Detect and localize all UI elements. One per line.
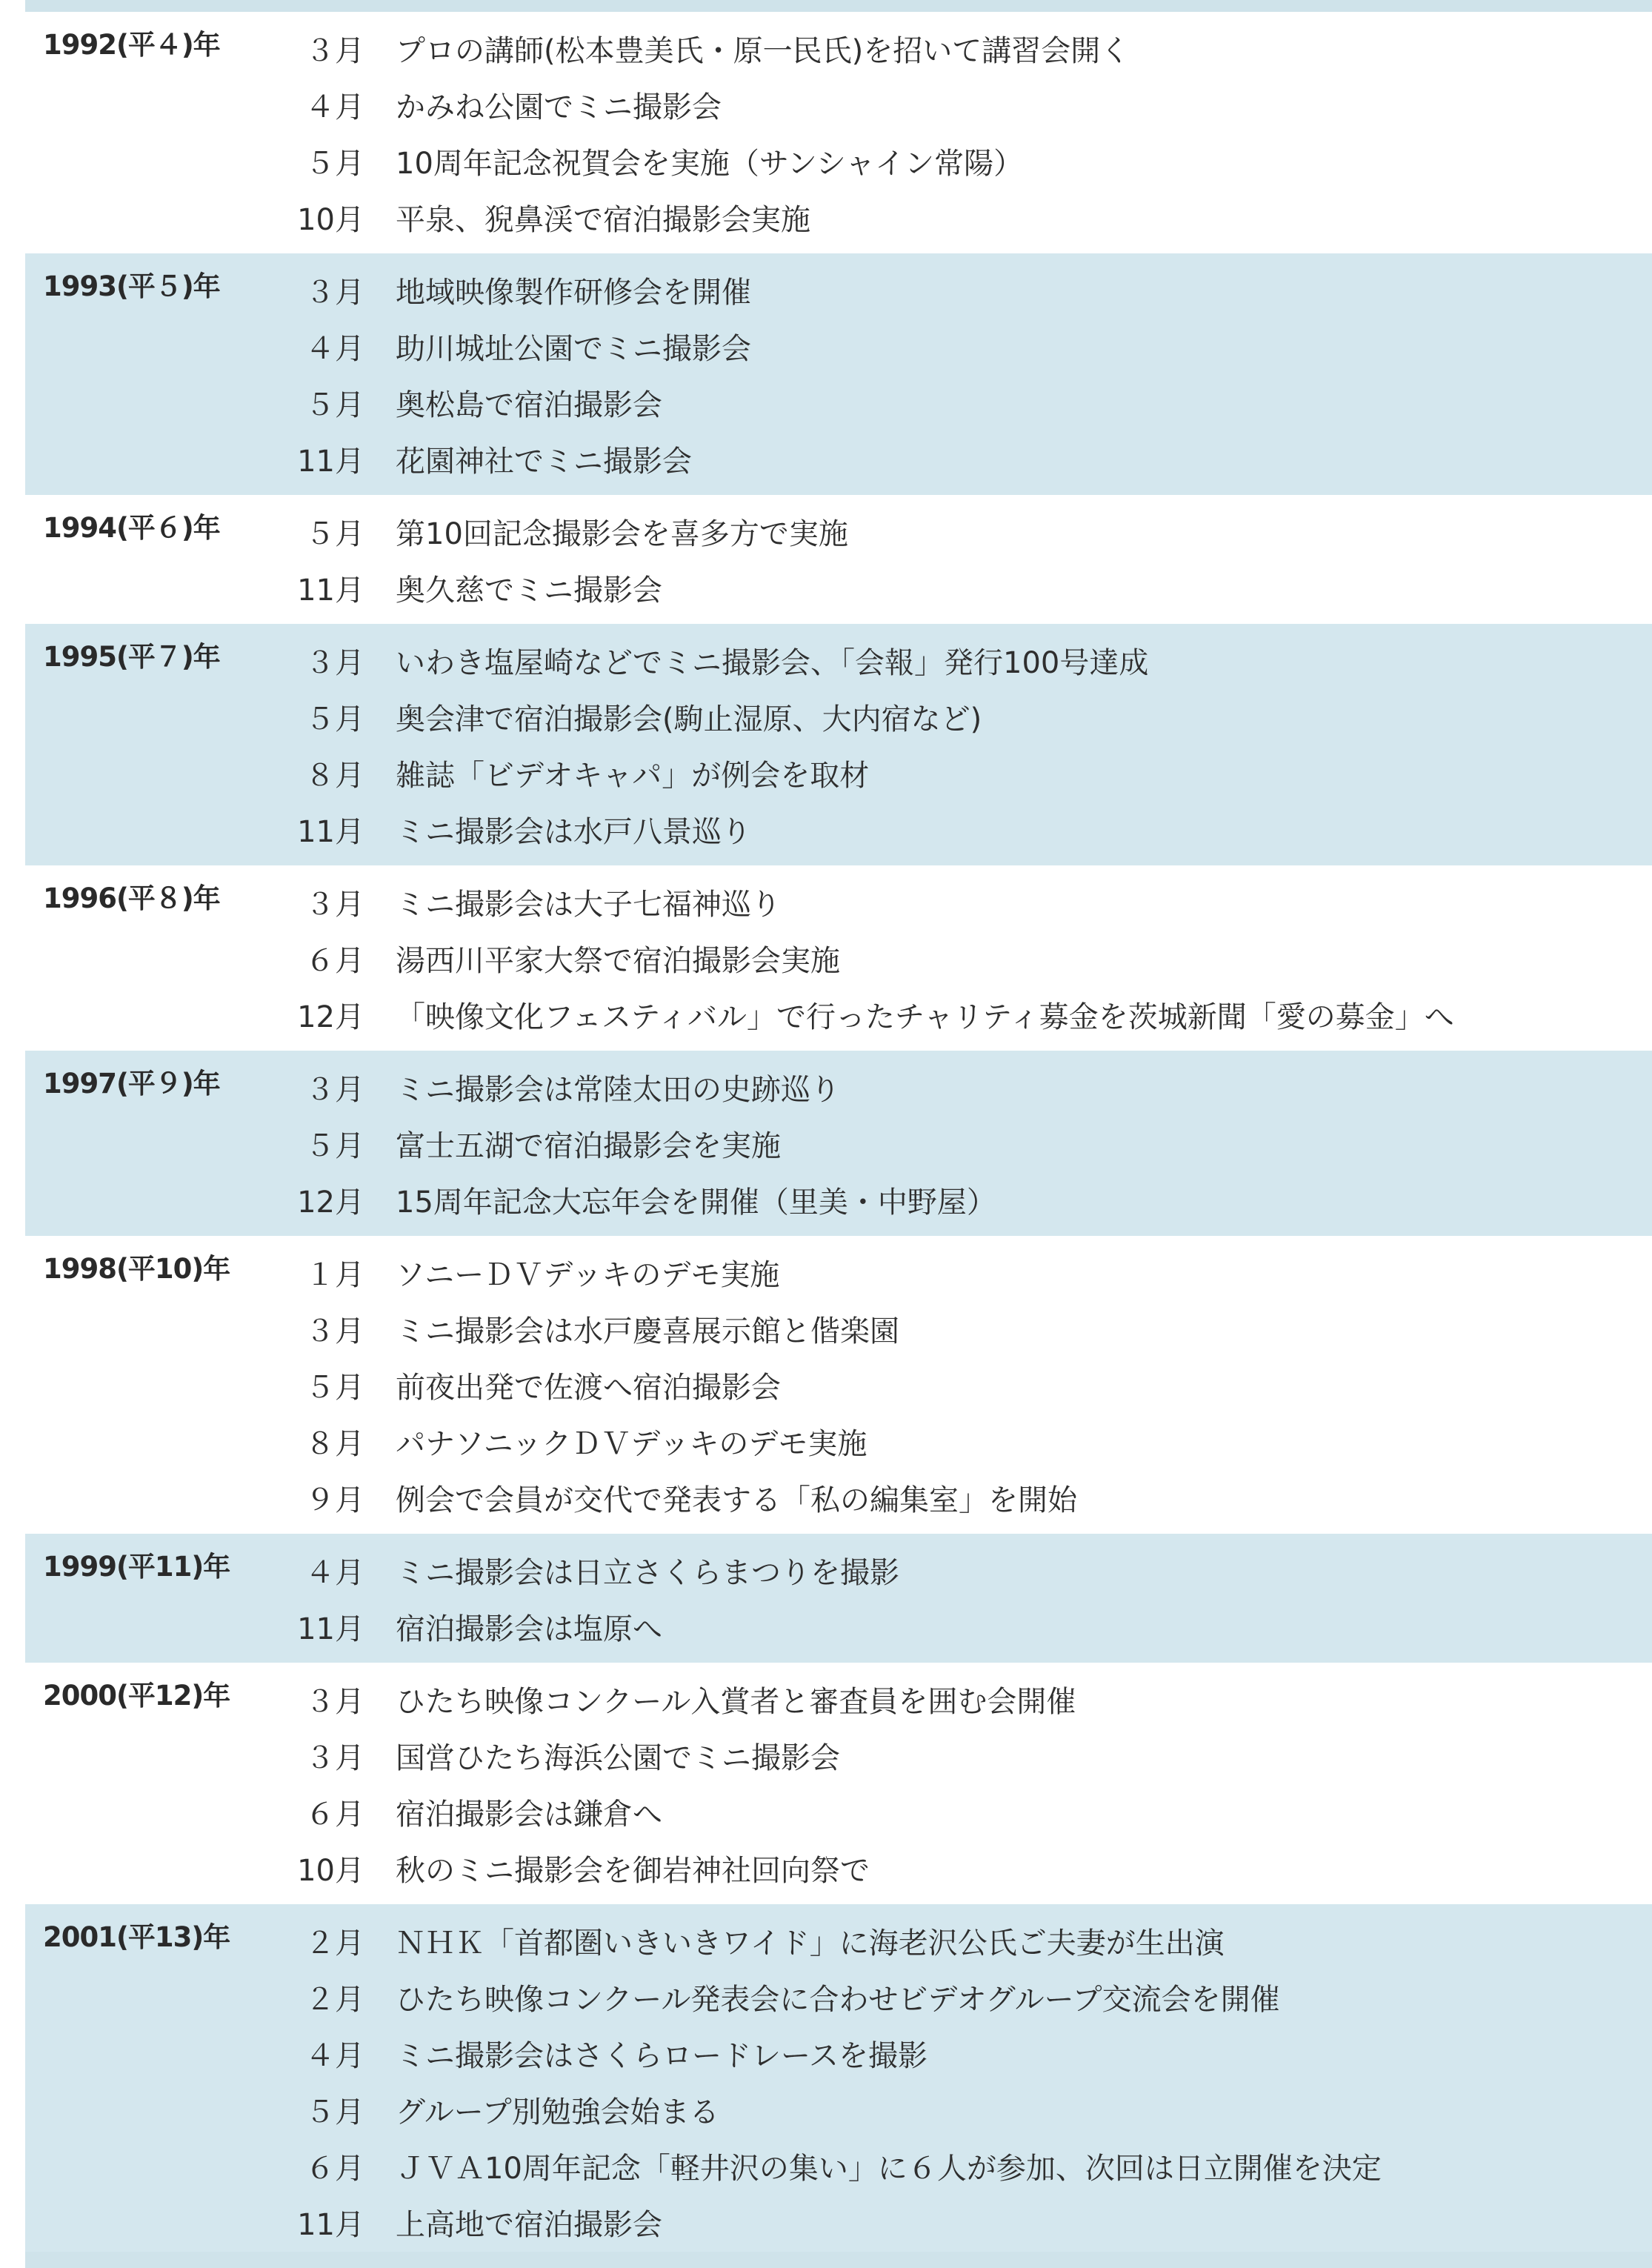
event-row [25,745,1652,801]
event-row [25,430,1652,487]
year-block [25,865,1652,1051]
event-row [25,2138,1652,2194]
event-row [25,133,1652,189]
event-month: ３月 [305,33,364,68]
year-label: 1999(平11)年 [43,1551,230,1583]
event-description: 「映像文化フェスティバル」で行ったチャリティ募金を茨城新聞「愛の募金」へ [396,1000,1454,1034]
history-timeline [25,12,1652,2258]
year-label: 2000(平12)年 [43,1680,230,1712]
year-label: 1995(平７)年 [43,641,220,673]
event-description: 富士五湖で宿泊撮影会を実施 [396,1128,781,1163]
year-label: 1997(平９)年 [43,1068,220,1100]
event-month: ３月 [305,1072,364,1107]
event-month: 11月 [297,1612,364,1646]
event-description: 宿泊撮影会は塩原へ [396,1612,662,1646]
event-description: 湯西川平家大祭で宿泊撮影会実施 [396,943,840,978]
event-row [25,2081,1652,2138]
event-row [25,503,1652,559]
event-month: ９月 [305,1483,364,1517]
event-month: ３月 [305,1684,364,1719]
event-row [25,1912,1652,1969]
event-month: 11月 [297,573,364,608]
event-month: ４月 [305,90,364,124]
event-description: 10周年記念祝賀会を実施（サンシャイン常陽） [396,146,1024,181]
event-description: 奥久慈でミニ撮影会 [396,573,662,608]
event-description: プロの講師(松本豊美氏・原一民氏)を招いて講習会開く [396,33,1130,68]
event-description: ひたち映像コンクール入賞者と審査員を囲む会開催 [396,1684,1076,1719]
event-row [25,1115,1652,1171]
event-description: 上高地で宿泊撮影会 [396,2207,662,2242]
event-month: ６月 [305,943,364,978]
event-month: 12月 [297,1000,364,1034]
event-row [25,1244,1652,1300]
event-row [25,374,1652,430]
event-month: 11月 [297,814,364,849]
event-row [25,20,1652,76]
year-block [25,624,1652,865]
event-row [25,1413,1652,1469]
event-month: ４月 [305,2038,364,2073]
event-description: ソニーＤＶデッキのデモ実施 [396,1257,780,1292]
event-description: 雑誌「ビデオキャパ」が例会を取材 [396,758,870,793]
event-row [25,189,1652,245]
event-month: 10月 [297,1853,364,1888]
event-row [25,930,1652,986]
year-block [25,495,1652,624]
event-description: 例会で会員が交代で発表する「私の編集室」を開始 [396,1483,1077,1517]
event-description: 宿泊撮影会は鎌倉へ [396,1797,662,1832]
event-description: ＮＨＫ「首都圏いきいきワイド」に海老沢公氏ご夫妻が生出演 [396,1926,1225,1961]
event-month: ４月 [305,331,364,366]
year-block [25,1663,1652,1904]
event-month: ８月 [305,1426,364,1461]
event-description: 国営ひたち海浜公園でミニ撮影会 [396,1740,840,1775]
event-description: 秋のミニ撮影会を御岩神社回向祭で [396,1853,870,1888]
event-month: ５月 [305,2095,364,2129]
event-row [25,1840,1652,1896]
event-row [25,262,1652,318]
event-month: ３月 [305,887,364,922]
event-row [25,76,1652,133]
event-row [25,1357,1652,1413]
event-month: 10月 [297,202,364,237]
event-description: 第10回記念撮影会を喜多方で実施 [396,516,848,551]
event-description: ミニ撮影会はさくらロードレースを撮影 [396,2038,927,2073]
event-row [25,2025,1652,2081]
event-month: ６月 [305,2151,364,2186]
event-description: ミニ撮影会は水戸慶喜展示館と偕楽園 [396,1314,899,1349]
year-block [25,253,1652,495]
event-description: 花園神社でミニ撮影会 [396,444,692,479]
event-description: 奥松島で宿泊撮影会 [396,388,662,422]
event-row [25,1671,1652,1727]
event-row [25,559,1652,616]
event-row [25,1059,1652,1115]
event-month: ５月 [305,146,364,181]
event-month: 12月 [297,1185,364,1220]
year-label: 2001(平13)年 [43,1921,230,1953]
event-row [25,986,1652,1042]
event-row [25,1969,1652,2025]
year-label: 1992(平４)年 [43,29,220,61]
event-description: 助川城址公園でミニ撮影会 [396,331,751,366]
event-month: ３月 [305,275,364,310]
year-block [25,1534,1652,1663]
event-month: ３月 [305,1740,364,1775]
event-month: ６月 [305,1797,364,1832]
event-row [25,1469,1652,1526]
event-month: ５月 [305,516,364,551]
event-description: かみね公園でミニ撮影会 [396,90,722,124]
event-month: 11月 [297,444,364,479]
event-description: 地域映像製作研修会を開催 [396,275,751,310]
event-month: ５月 [305,1128,364,1163]
event-month: ３月 [305,1314,364,1349]
event-month: ４月 [305,1555,364,1590]
event-row [25,1783,1652,1840]
year-label: 1998(平10)年 [43,1253,230,1285]
year-label: 1993(平５)年 [43,270,220,302]
event-row [25,874,1652,930]
event-row [25,1727,1652,1783]
event-month: ２月 [305,1926,364,1961]
event-description: 前夜出発で佐渡へ宿泊撮影会 [396,1370,781,1405]
top-rule [25,0,1652,12]
year-block [25,1051,1652,1236]
event-description: いわき塩屋崎などでミニ撮影会、「会報」発行100号達成 [396,645,1149,680]
event-month: ５月 [305,388,364,422]
event-month: ２月 [305,1982,364,2017]
event-description: ミニ撮影会は日立さくらまつりを撮影 [396,1555,899,1590]
event-description: ミニ撮影会は水戸八景巡り [396,814,751,849]
year-label: 1996(平８)年 [43,882,220,914]
event-month: ８月 [305,758,364,793]
year-block [25,1904,1652,2258]
event-month: ３月 [305,645,364,680]
event-row [25,688,1652,745]
event-description: グループ別勉強会始まる [396,2095,719,2129]
event-description: 平泉、猊鼻渓で宿泊撮影会実施 [396,202,810,237]
event-row [25,1171,1652,1228]
event-description: 奥会津で宿泊撮影会(駒止湿原、大内宿など) [396,702,982,736]
event-description: 15周年記念大忘年会を開催（里美・中野屋） [396,1185,996,1220]
bottom-rule [25,2252,1652,2268]
event-month: ５月 [305,702,364,736]
year-block [25,12,1652,253]
event-description: パナソニックＤＶデッキのデモ実施 [396,1426,867,1461]
event-row [25,632,1652,688]
event-description: ひたち映像コンクール発表会に合わせビデオグループ交流会を開催 [396,1982,1280,2017]
event-row [25,1300,1652,1357]
year-label: 1994(平６)年 [43,512,220,544]
event-description: ミニ撮影会は大子七福神巡り [396,887,781,922]
event-month: １月 [305,1257,364,1292]
event-month: 11月 [297,2207,364,2242]
event-month: ５月 [305,1370,364,1405]
event-row [25,1542,1652,1598]
year-block [25,1236,1652,1534]
event-row [25,318,1652,374]
event-description: ＪＶＡ10周年記念「軽井沢の集い」に６人が参加、次回は日立開催を決定 [396,2151,1382,2186]
event-row [25,801,1652,857]
event-row [25,1598,1652,1655]
event-description: ミニ撮影会は常陸太田の史跡巡り [396,1072,840,1107]
event-row [25,2194,1652,2250]
